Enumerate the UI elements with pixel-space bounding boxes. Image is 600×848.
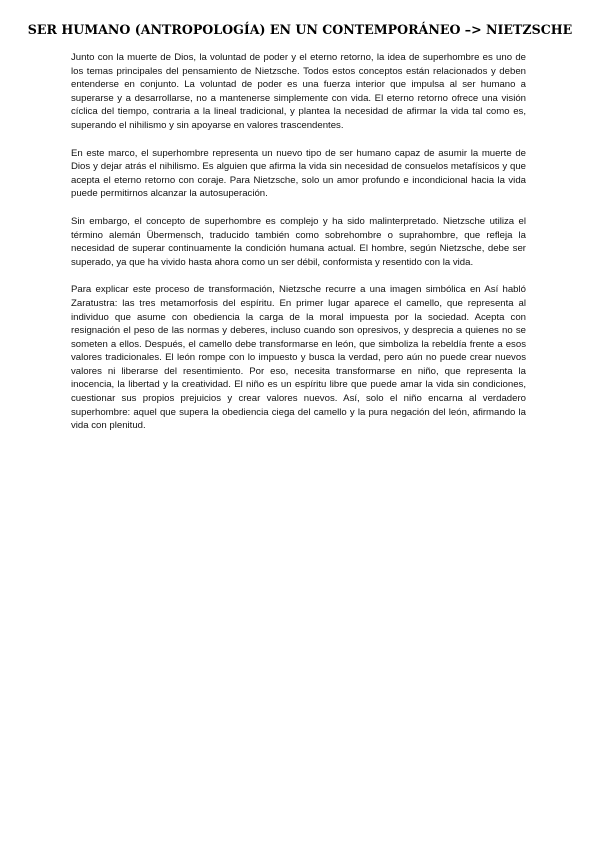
- paragraph-intro: Junto con la muerte de Dios, la voluntad de poder y el eterno retorno, la idea de superhombre es uno de los temas principales del pensamiento de Nietzsche. Todos estos conceptos están relacionados y deben entenderse en conjunto. La voluntad de poder es una fuerza interior que impulsa al ser humano a superarse y a desarrollarse, no a mantenerse simplemente con vida. El eterno retorno ofrece una visión cíclica del tiempo, contraria a la lineal tradicional, y plantea la necesidad de afirmar la vida tal como es, superando el nihilismo y sin apoyarse en valores trascendentes.: [71, 52, 526, 131]
- paragraph-ubermensch: Sin embargo, el concepto de superhombre es complejo y ha sido malinterpretado. Nietzsche utiliza el término alemán Übermensch, traducido también como sobrehombre o suprahombre, que refleja la necesidad de superar continuamente la condición humana actual. El hombre, según Nietzsche, debe ser superado, ya que ha vivido hasta ahora como un ser débil, conformista y resentido con la vida.: [71, 215, 526, 268]
- document-body: [71, 51, 526, 447]
- paragraph-metamorfosis: Para explicar este proceso de transformación, Nietzsche recurre a una imagen simbólica en Así habló Zaratustra: las tres metamorfosis del espíritu. En primer lugar aparece el camello, que representa al individuo que asume con obediencia la carga de la moral impuesta por la sociedad. Acepta con resignación el peso de las normas y deberes, incluso cuando son opresivos, y desprecia a quienes no se someten a ellos. Después, el camello debe transformarse en león, que simboliza la rebeldía frente a esos valores tradicionales. El león rompe con lo impuesto y busca la verdad, pero aún no puede crear nuevos valores ni liberarse del resentimiento. Por eso, necesita transformarse en niño, que representa la inocencia, la libertad y la creatividad. El niño es un espíritu libre que puede amar la vida sin condiciones, cuestionar sus propios prejuicios y crear valores nuevos. Así, solo el niño encarna al verdadero superhombre: aquel que supera la obediencia ciega del camello y la pura negación del león, afirmando la vida con plenitud.: [71, 284, 526, 432]
- document-title: SER HUMANO (ANTROPOLOGÍA) EN UN CONTEMPORÁNEO –> NIETZSCHE: [27, 22, 573, 37]
- paragraph-superhombre: En este marco, el superhombre representa un nuevo tipo de ser humano capaz de asumir la muerte de Dios y dejar atrás el nihilismo. Es alguien que afirma la vida sin necesidad de consuelos metafísicos y que acepta el eterno retorno con coraje. Para Nietzsche, solo un amor profundo e incondicional hacia la vida puede permitirnos alcanzar la autosuperación.: [71, 147, 526, 200]
